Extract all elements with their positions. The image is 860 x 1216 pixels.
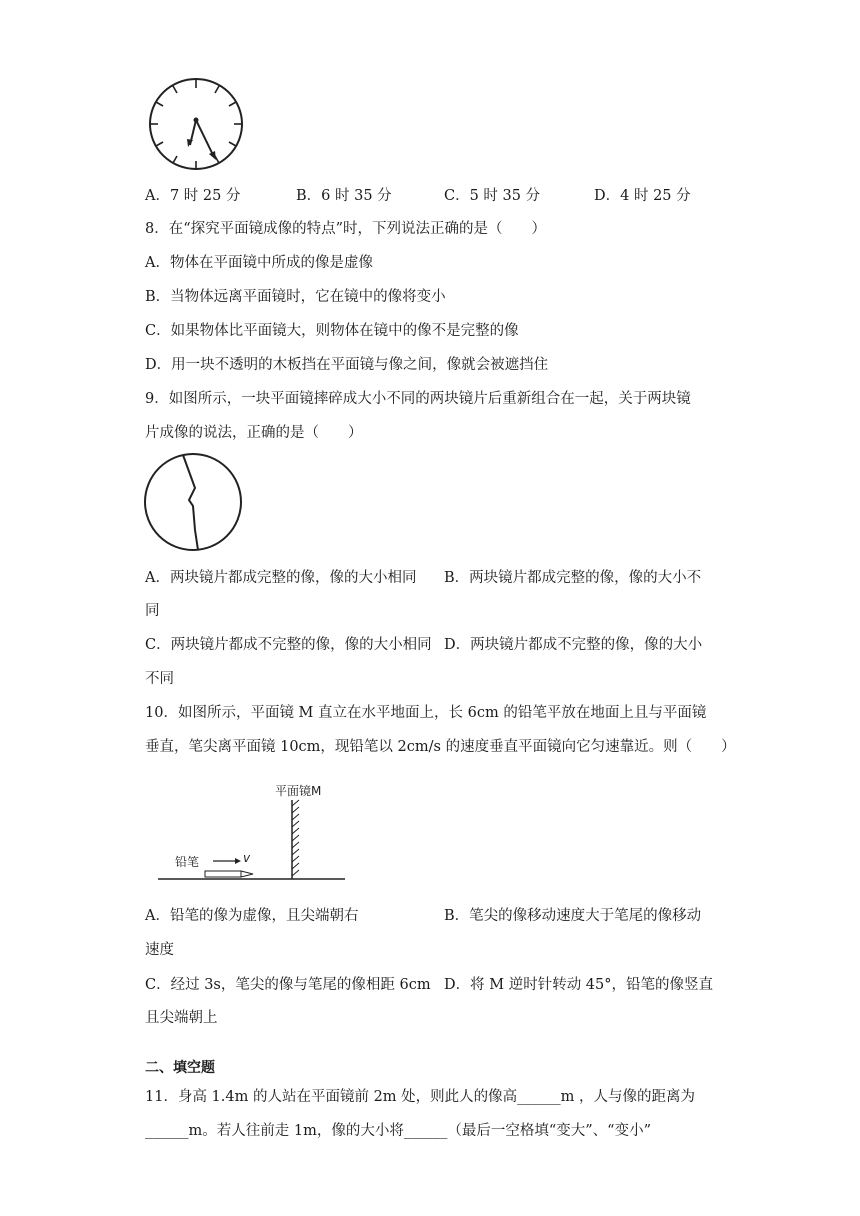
mirror-hatching bbox=[292, 800, 299, 876]
pencil-tip bbox=[241, 871, 253, 877]
q9-option-b-line1: B．两块镜片都成完整的像，像的大小不 bbox=[444, 570, 702, 586]
q10-stem-line2: 垂直，笔尖离平面镜 10cm，现铅笔以 2cm/s 的速度垂直平面镜向它匀速靠近。则（ ） bbox=[145, 739, 736, 755]
mirror-circle bbox=[145, 454, 241, 550]
q10-option-c: C．经过 3s，笔尖的像与笔尾的像相距 6cm bbox=[145, 977, 431, 993]
q8-option-c: C．如果物体比平面镜大，则物体在镜中的像不是完整的像 bbox=[145, 323, 519, 339]
q9-stem-line1: 9．如图所示，一块平面镜摔碎成大小不同的两块镜片后重新组合在一起，关于两块镜 bbox=[145, 391, 691, 407]
q9-option-a: A．两块镜片都成完整的像，像的大小相同 bbox=[145, 570, 417, 586]
mirror-label: 平面镜M bbox=[275, 784, 322, 798]
velocity-arrowhead bbox=[235, 858, 241, 864]
q9-option-b-line2: 同 bbox=[145, 603, 160, 619]
velocity-label: v bbox=[243, 851, 251, 865]
q7-option-d: D．4 时 25 分 bbox=[594, 188, 691, 204]
q9-option-d-line2: 不同 bbox=[145, 671, 174, 687]
pencil-body bbox=[205, 871, 241, 877]
clock-hand-long bbox=[196, 120, 214, 157]
q7-option-a: A．7 时 25 分 bbox=[145, 188, 241, 204]
q9-option-c: C．两块镜片都成不完整的像，像的大小相同 bbox=[145, 637, 432, 653]
q8-stem: 8．在“探究平面镜成像的特点”时，下列说法正确的是（ ） bbox=[145, 221, 547, 237]
q7-option-b: B．6 时 35 分 bbox=[296, 188, 392, 204]
mirror-crack bbox=[183, 455, 198, 550]
q10-option-b-line1: B．笔尖的像移动速度大于笔尾的像移动 bbox=[444, 908, 702, 924]
pencil-label: 铅笔 bbox=[175, 855, 200, 869]
q9-option-d-line1: D．两块镜片都成不完整的像，像的大小 bbox=[444, 637, 703, 653]
q9-stem-line2: 片成像的说法，正确的是（ ） bbox=[145, 425, 363, 441]
clock-hand-short-arrowhead bbox=[187, 139, 193, 147]
clock-figure bbox=[146, 77, 246, 172]
pencil-mirror-figure bbox=[155, 780, 355, 885]
q8-option-a: A．物体在平面镜中所成的像是虚像 bbox=[145, 255, 373, 271]
q11-line1: 11．身高 1.4m 的人站在平面镜前 2m 处，则此人的像高______m ，人与像的距离为 bbox=[145, 1089, 696, 1105]
q8-option-b: B．当物体远离平面镜时，它在镜中的像将变小 bbox=[145, 289, 446, 305]
q10-option-b-line2: 速度 bbox=[145, 942, 174, 958]
q10-option-a: A．铅笔的像为虚像，且尖端朝右 bbox=[145, 908, 359, 924]
section-title-fill-in: 二、填空题 bbox=[145, 1060, 215, 1076]
q10-option-d-line2: 且尖端朝上 bbox=[145, 1010, 218, 1026]
q8-option-d: D．用一块不透明的木板挡在平面镜与像之间，像就会被遮挡住 bbox=[145, 357, 549, 373]
q10-option-d-line1: D．将 M 逆时针转动 45°，铅笔的像竖直 bbox=[444, 977, 713, 993]
q10-stem-line1: 10．如图所示，平面镜 M 直立在水平地面上，长 6cm 的铅笔平放在地面上且与平面镜 bbox=[145, 705, 707, 721]
q7-option-c: C．5 时 35 分 bbox=[444, 188, 541, 204]
q11-line2: ______m。若人往前走 1m，像的大小将______（最后一空格填“变大”、“变小” bbox=[145, 1123, 651, 1139]
broken-mirror-figure bbox=[143, 452, 247, 556]
clock-hand-long-arrowhead bbox=[209, 151, 216, 160]
clock-center bbox=[194, 118, 199, 123]
